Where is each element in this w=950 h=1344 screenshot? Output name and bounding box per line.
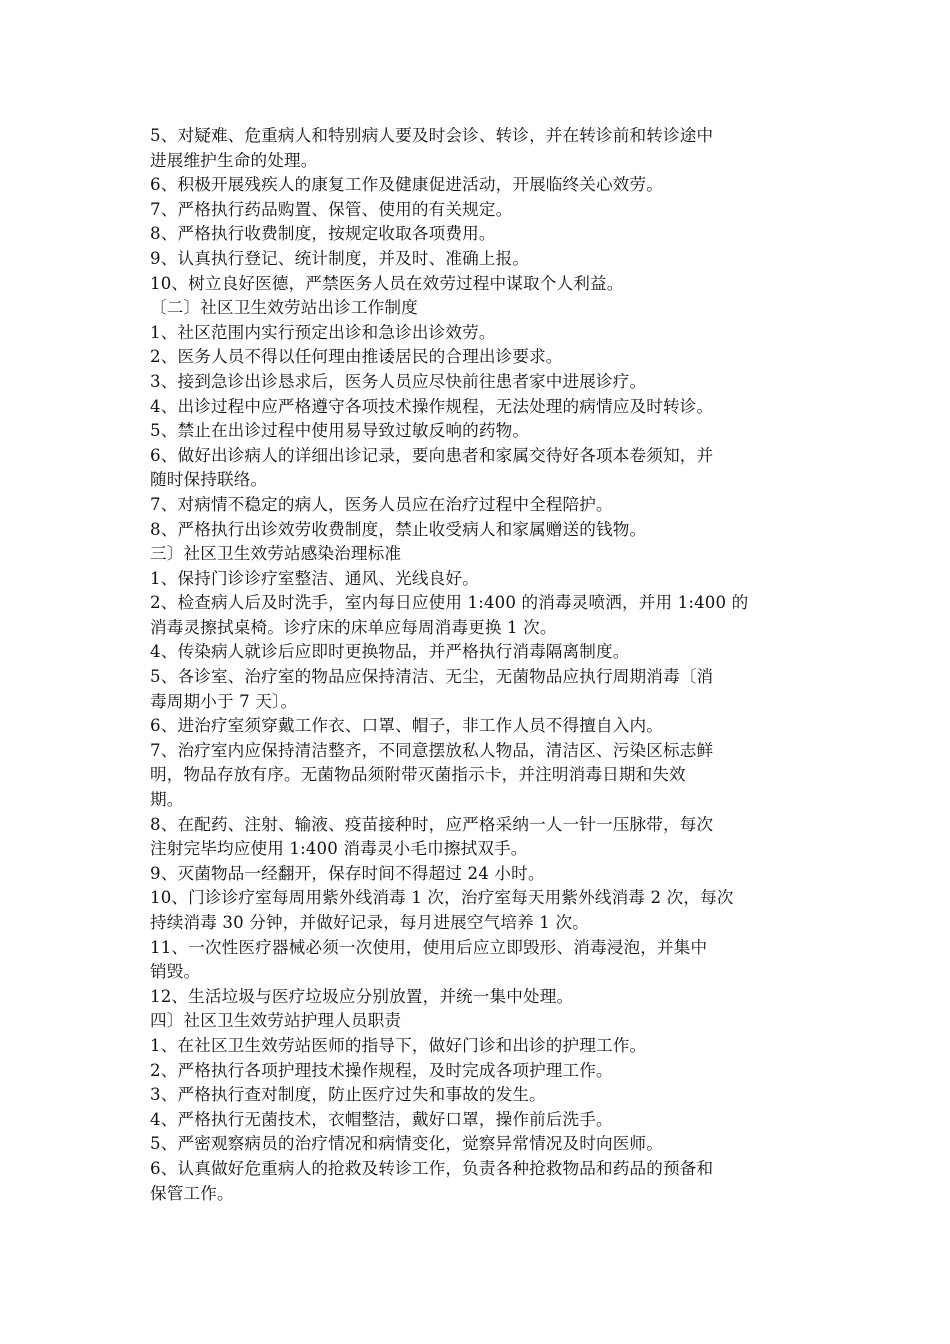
text-line: 2、严格执行各项护理技术操作规程，及时完成各项护理工作。 — [150, 1060, 613, 1080]
text-line: 明，物品存放有序。无菌物品须附带灭菌指示卡，并注明消毒日期和失效 — [150, 765, 686, 785]
text-line: 消毒灵擦拭桌椅。诊疗床的床单应每周消毒更换 1 次。 — [150, 617, 557, 637]
text-line: 8、严格执行出诊效劳收费制度，禁止收受病人和家属赠送的钱物。 — [150, 519, 647, 539]
text-line: 6、进治疗室须穿戴工作衣、口罩、帽子，非工作人员不得擅自入内。 — [150, 716, 664, 736]
text-line: 1、在社区卫生效劳站医师的指导下，做好门诊和出诊的护理工作。 — [150, 1035, 647, 1055]
text-line: 进展维护生命的处理。 — [150, 150, 318, 170]
text-line: 1、社区范围内实行预定出诊和急诊出诊效劳。 — [150, 322, 496, 342]
document-page — [150, 124, 805, 1206]
text-line: 4、出诊过程中应严格遵守各项技术操作规程，无法处理的病情应及时转诊。 — [150, 396, 714, 416]
text-line: 9、认真执行登记、统计制度，并及时、准确上报。 — [150, 248, 530, 268]
text-line: 5、严密观察病员的治疗情况和病情变化，觉察异常情况及时向医师。 — [150, 1134, 664, 1154]
text-line: 4、严格执行无菌技术，衣帽整洁，戴好口罩，操作前后洗手。 — [150, 1109, 613, 1129]
text-line: 保管工作。 — [150, 1183, 234, 1203]
text-line: 7、治疗室内应保持清洁整齐，不同意摆放私人物品，清洁区、污染区标志鲜 — [150, 740, 714, 760]
text-line: 6、做好出诊病人的详细出诊记录，要向患者和家属交待好各项本卷须知，并 — [150, 445, 714, 465]
text-line: 7、对病情不稳定的病人，医务人员应在治疗过程中全程陪护。 — [150, 494, 613, 514]
text-line: 1、保持门诊诊疗室整洁、通风、光线良好。 — [150, 568, 479, 588]
text-line: 注射完毕均应使用 1:400 消毒灵小毛巾擦拭双手。 — [150, 839, 528, 859]
text-line: 销毁。 — [150, 962, 201, 982]
text-line: 10、门诊诊疗室每周用紫外线消毒 1 次，治疗室每天用紫外线消毒 2 次，每次 — [150, 888, 734, 908]
text-line: 毒周期小于 7 天〕。 — [150, 691, 298, 711]
text-line: 12、生活垃圾与医疗垃圾应分别放置，并统一集中处理。 — [150, 986, 574, 1006]
text-line: 4、传染病人就诊后应即时更换物品，并严格执行消毒隔离制度。 — [150, 642, 630, 662]
text-line: 5、各诊室、治疗室的物品应保持清洁、无尘，无菌物品应执行周期消毒〔消 — [150, 667, 714, 687]
text-line: 10、树立良好医德，严禁医务人员在效劳过程中谋取个人利益。 — [150, 273, 624, 293]
text-line: 2、医务人员不得以任何理由推诿居民的合理出诊要求。 — [150, 347, 563, 367]
text-line: 9、灭菌物品一经翻开，保存时间不得超过 24 小时。 — [150, 863, 545, 883]
text-line: 2、检查病人后及时洗手，室内每日应使用 1:400 的消毒灵喷洒，并用 1:400 的 — [150, 593, 749, 613]
text-line: 11、一次性医疗器械必须一次使用，使用后应立即毁形、消毒浸泡，并集中 — [150, 937, 708, 957]
section-heading: 〔二〕社区卫生效劳站出诊工作制度 — [150, 298, 418, 318]
text-line: 期。 — [150, 790, 184, 810]
text-line: 6、认真做好危重病人的抢救及转诊工作，负责各种抢救物品和药品的预备和 — [150, 1158, 714, 1178]
text-line: 随时保持联络。 — [150, 470, 268, 490]
text-line: 7、严格执行药品购置、保管、使用的有关规定。 — [150, 199, 513, 219]
text-line: 5、禁止在出诊过程中使用易导致过敏反响的药物。 — [150, 421, 530, 441]
text-line: 3、接到急诊出诊恳求后，医务人员应尽快前往患者家中进展诊疗。 — [150, 371, 647, 391]
text-line: 8、在配药、注射、输液、疫苗接种时，应严格采纳一人一针一压脉带，每次 — [150, 814, 714, 834]
text-line: 持续消毒 30 分钟，并做好记录，每月进展空气培养 1 次。 — [150, 913, 589, 932]
text-line: 8、严格执行收费制度，按规定收取各项费用。 — [150, 224, 496, 244]
text-line: 5、对疑难、危重病人和特别病人要及时会诊、转诊，并在转诊前和转诊途中 — [150, 126, 714, 145]
text-line: 3、严格执行查对制度，防止医疗过失和事故的发生。 — [150, 1085, 546, 1105]
text-line: 6、积极开展残疾人的康复工作及健康促进活动，开展临终关心效劳。 — [150, 175, 664, 195]
section-heading: 三〕社区卫生效劳站感染治理标准 — [150, 544, 402, 564]
section-heading: 四〕社区卫生效劳站护理人员职责 — [150, 1011, 402, 1031]
